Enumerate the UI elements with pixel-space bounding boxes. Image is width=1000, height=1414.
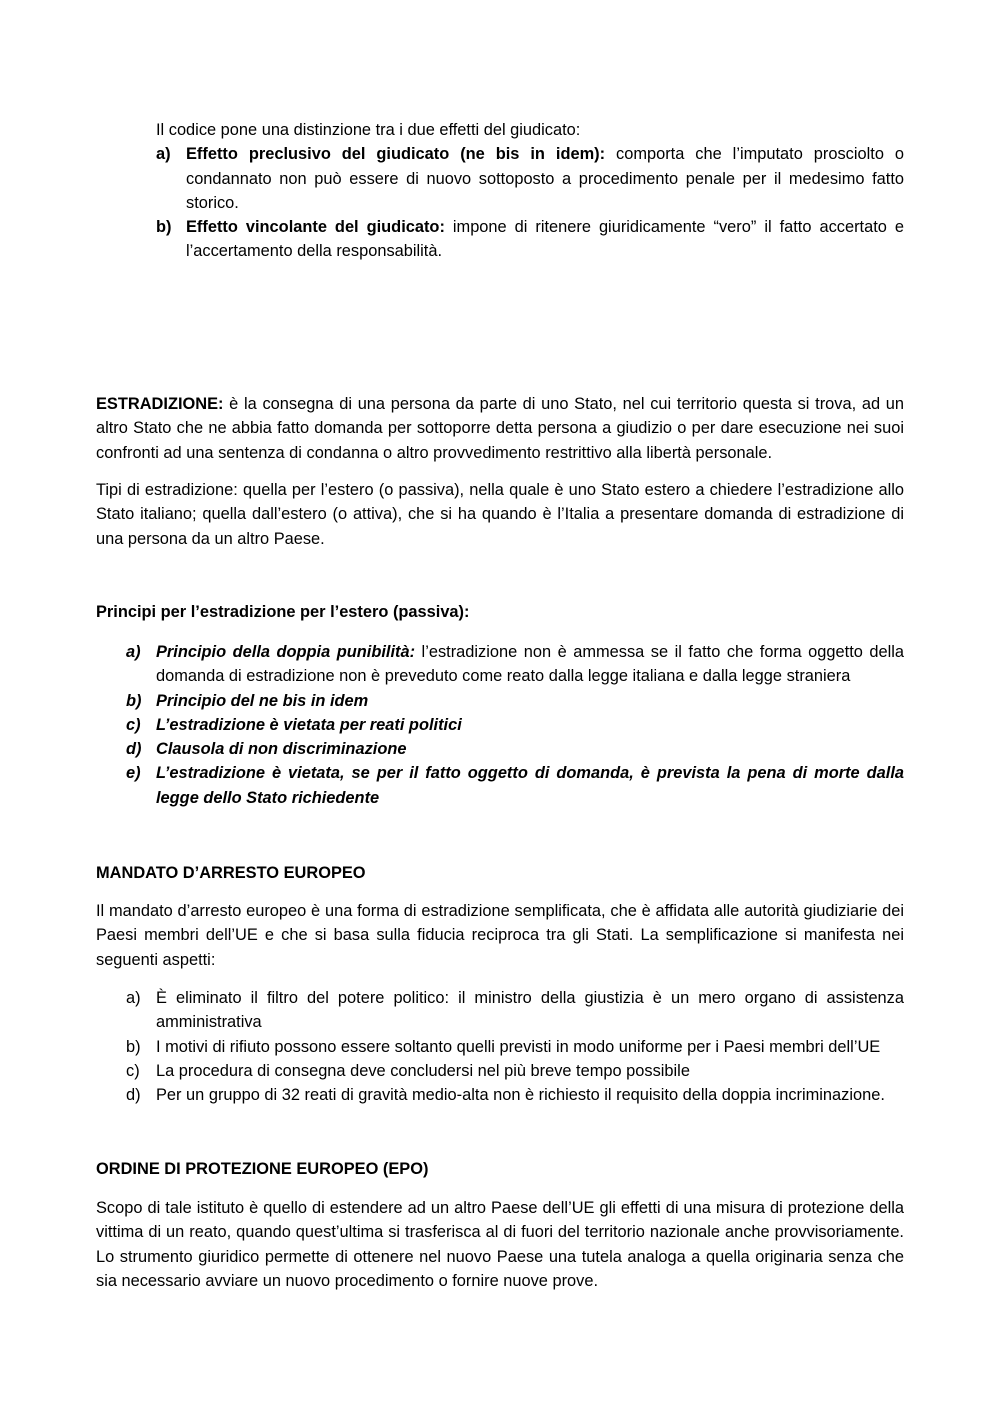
estradizione-definition (96, 392, 904, 465)
epo-text: Scopo di tale istituto è quello di estendere ad un altro Paese dell’UE gli effetti di una misura di protezione della vittima di un reato, quando quest’ultima si trasferisca al di fuori del territorio nazionale anche provvisoriamente. Lo strumento giuridico permette di ottenere nel nuovo Paese una tutela analoga a quella originaria senza che sia necessario avviare un nuovo procedimento o fornire nuove prove. (96, 1199, 904, 1290)
mandato-heading: MANDATO D’ARRESTO EUROPEO (96, 864, 366, 882)
list-item (156, 142, 904, 215)
list-marker: d) (126, 740, 142, 759)
list-item (156, 215, 904, 264)
item-title: Principio del ne bis in idem (156, 691, 369, 710)
mandato-intro-block (96, 899, 904, 972)
item-text: È eliminato il filtro del potere politico: il ministro della giustizia è un mero organo di assistenza amministrativa (156, 989, 904, 1032)
list-item (126, 737, 904, 761)
list-marker: a) (126, 643, 141, 661)
list-marker: b) (126, 1037, 141, 1056)
list-marker: c) (126, 715, 141, 734)
item-title: Effetto preclusivo del giudicato (ne bis in idem): (186, 145, 606, 164)
list-item (126, 1035, 904, 1059)
list-item (126, 986, 904, 1035)
item-title: L’estradizione è vietata per reati politici (156, 715, 462, 734)
estradizione-types (96, 478, 904, 551)
item-text: l’estradizione non è ammessa se il fatto che forma oggetto della domanda di estradizione non è preveduto come reato dalla legge italiana e dalla legge straniera (156, 643, 905, 686)
list-marker: e) (126, 764, 141, 783)
mandato-section (126, 986, 904, 1107)
estradizione-term: ESTRADIZIONE: (96, 395, 224, 413)
principi-section (126, 640, 904, 810)
definition-text: è la consegna di una persona da parte di uno Stato, nel cui territorio questa si trova, ad un altro Stato che ne abbia fatto domanda per sottoporre detta persona a giudizio o per dare esecuzione nei suoi confronti ad una sentenza di condanna o altro provvedimento restrittivo alla libertà personale. (96, 395, 904, 462)
list-item (126, 1059, 904, 1083)
list-marker: b) (126, 691, 142, 710)
giudicato-section (156, 118, 904, 264)
epo-heading: ORDINE DI PROTEZIONE EUROPEO (EPO) (96, 1160, 429, 1178)
item-text: I motivi di rifiuto possono essere soltanto quelli previsti in modo uniforme per i Paesi membri dell’UE (156, 1037, 881, 1056)
mandato-list (126, 986, 904, 1107)
epo-section (96, 1196, 904, 1293)
principi-heading-block (96, 600, 904, 624)
list-marker: a) (156, 145, 171, 164)
principi-heading: Principi per l’estradizione per l’estero (passiva): (96, 603, 470, 621)
principi-list (126, 640, 904, 810)
item-text: comporta che l’imputato prosciolto o condannato non può essere di nuovo sottoposto a procedimento penale per il medesimo fatto storico. (186, 145, 904, 212)
list-item (126, 1083, 904, 1107)
list-marker: c) (126, 1061, 140, 1080)
estradizione-section (96, 392, 904, 465)
list-item (126, 713, 904, 737)
mandato-heading-block (96, 861, 904, 885)
list-item (126, 761, 904, 810)
item-text: impone di ritenere giuridicamente “vero” il fatto accertato e l’accertamento della responsabilità. (186, 218, 904, 261)
list-item (126, 640, 904, 689)
types-text: Tipi di estradizione: quella per l’estero (o passiva), nella quale è uno Stato estero a chiedere l’estradizione allo Stato italiano; quella dall’estero (o attiva), che si ha quando è l’Italia a presentare domanda di estradizione di una persona da un altro Paese. (96, 481, 904, 548)
item-title: Effetto vincolante del giudicato: (186, 218, 445, 237)
giudicato-list (156, 142, 904, 263)
item-text: La procedura di consegna deve concludersi nel più breve tempo possibile (156, 1061, 690, 1080)
item-text: Per un gruppo di 32 reati di gravità medio-alta non è richiesto il requisito della doppia incriminazione. (156, 1086, 885, 1105)
list-marker: b) (156, 218, 172, 237)
giudicato-intro: Il codice pone una distinzione tra i due effetti del giudicato: (156, 121, 581, 139)
list-marker: d) (126, 1086, 141, 1105)
list-item (126, 689, 904, 713)
epo-heading-block (96, 1157, 904, 1181)
mandato-intro: Il mandato d’arresto europeo è una forma di estradizione semplificata, che è affidata alle autorità giudiziarie dei Paesi membri dell’UE e che si basa sulla fiducia reciproca tra gli Stati. La semplificazione si manifesta nei seguenti aspetti: (96, 902, 904, 969)
item-title: Clausola di non discriminazione (156, 740, 407, 759)
item-title: Principio della doppia punibilità: (156, 643, 416, 661)
list-marker: a) (126, 989, 141, 1007)
item-title: L’estradizione è vietata, se per il fatto oggetto di domanda, è prevista la pena di morte dalla legge dello Stato richiedente (156, 764, 904, 807)
